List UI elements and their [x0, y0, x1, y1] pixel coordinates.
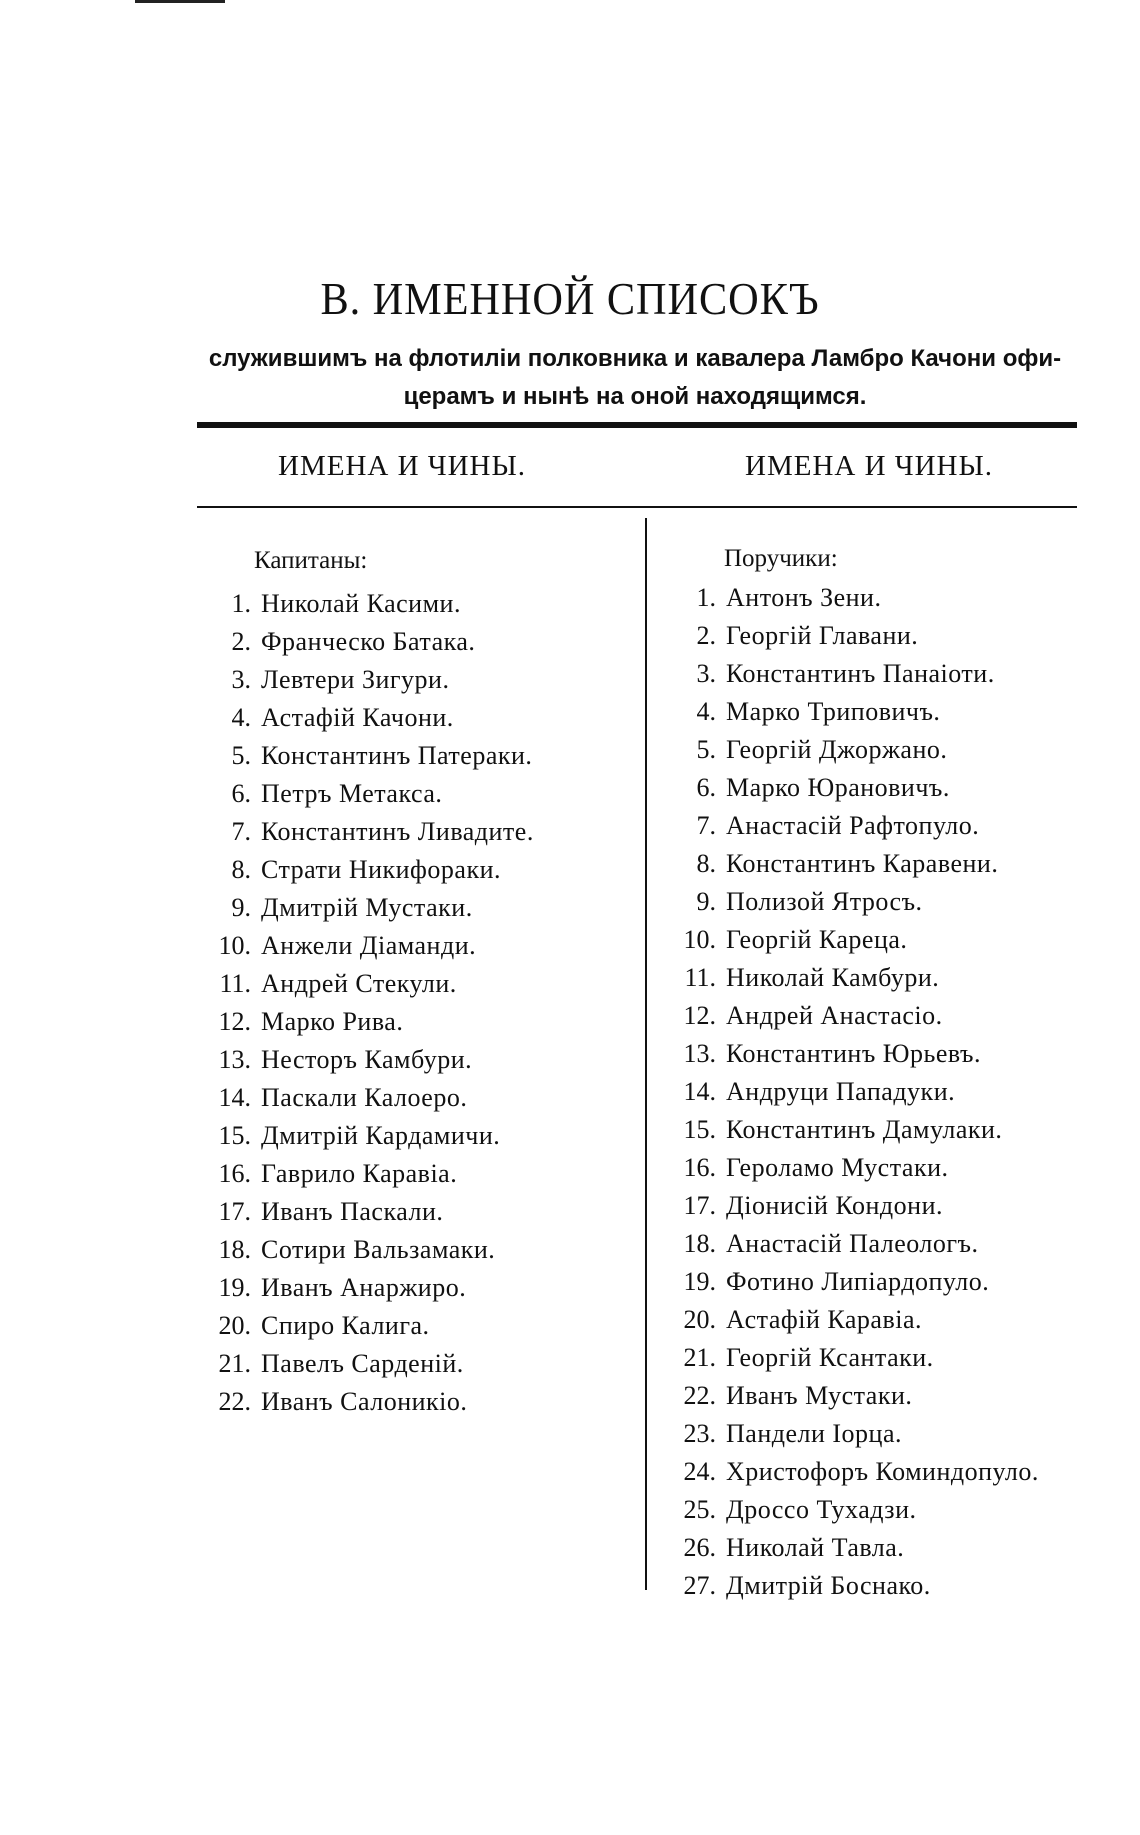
list-item — [660, 1529, 1039, 1567]
item-number: 7. — [231, 817, 251, 846]
subtitle-line-2: церамъ и нынѣ на оной находящимся. — [403, 383, 867, 410]
item-name: Франческо Батака. — [261, 627, 476, 656]
list-item — [660, 1149, 1039, 1187]
item-name: Георгій Кареца. — [726, 925, 908, 954]
item-number: 16. — [683, 1153, 716, 1182]
item-number: 21. — [683, 1343, 716, 1372]
list-item — [660, 769, 1039, 807]
column-separator — [645, 518, 647, 1590]
list-item — [660, 655, 1039, 693]
subtitle-line-1: служившимъ на флотиліи полковника и кавалера Ламбро Качони офи- — [208, 345, 1062, 372]
list-item — [660, 1187, 1039, 1225]
item-name: Павелъ Сарденій. — [261, 1349, 464, 1378]
page-title: B. ИМЕННОЙ СПИСОКЪ — [320, 273, 820, 324]
item-name: Діонисій Кондони. — [726, 1191, 943, 1220]
item-name: Фотино Липіардопуло. — [726, 1267, 990, 1296]
item-name: Паскали Калоеро. — [261, 1083, 468, 1112]
item-name: Андруци Пападуки. — [726, 1077, 956, 1106]
item-number: 4. — [231, 703, 251, 732]
item-number: 5. — [696, 735, 716, 764]
item-number: 8. — [231, 855, 251, 884]
item-name: Дмитрій Кардамичи. — [261, 1121, 501, 1150]
item-number: 19. — [218, 1273, 251, 1302]
item-name: Левтери Зигури. — [261, 665, 450, 694]
item-name: Константинъ Каравени. — [726, 849, 999, 878]
item-number: 1. — [231, 589, 251, 618]
item-number: 13. — [218, 1045, 251, 1074]
item-number: 2. — [231, 627, 251, 656]
list-item — [660, 845, 1039, 883]
item-number: 26. — [683, 1533, 716, 1562]
item-number: 15. — [218, 1121, 251, 1150]
item-name: Антонъ Зени. — [726, 583, 882, 612]
item-name: Героламо Мустаки. — [726, 1153, 949, 1182]
item-name: Астафій Каравіа. — [726, 1305, 922, 1334]
item-number: 5. — [231, 741, 251, 770]
item-name: Иванъ Мустаки. — [726, 1381, 913, 1410]
list-item — [660, 921, 1039, 959]
list-item — [195, 1003, 534, 1041]
item-name: Константинъ Ливадите. — [261, 817, 534, 846]
list-item — [195, 1079, 534, 1117]
list-item — [660, 617, 1039, 655]
list-item — [195, 1193, 534, 1231]
list-item — [195, 889, 534, 927]
item-number: 1. — [696, 583, 716, 612]
list-item — [195, 927, 534, 965]
item-number: 15. — [683, 1115, 716, 1144]
item-number: 14. — [218, 1083, 251, 1112]
item-number: 4. — [696, 697, 716, 726]
item-name: Спиро Калига. — [261, 1311, 430, 1340]
list-item — [660, 997, 1039, 1035]
item-number: 10. — [218, 931, 251, 960]
item-name: Дмитрій Мустаки. — [261, 893, 473, 922]
lieutenants-label: Поручики: — [724, 545, 838, 572]
item-name: Пандели Іорца. — [726, 1419, 902, 1448]
list-item — [660, 1453, 1039, 1491]
item-name: Сотири Вальзамаки. — [261, 1235, 496, 1264]
list-item — [195, 661, 534, 699]
item-number: 14. — [683, 1077, 716, 1106]
list-item — [195, 1345, 534, 1383]
list-item — [195, 737, 534, 775]
item-name: Дмитрій Боснако. — [726, 1571, 931, 1600]
list-item — [195, 1117, 534, 1155]
item-name: Константинъ Панаіоти. — [726, 659, 995, 688]
item-number: 8. — [696, 849, 716, 878]
item-name: Константинъ Дамулаки. — [726, 1115, 1003, 1144]
item-number: 22. — [683, 1381, 716, 1410]
left-column-header: ИМЕНА И ЧИНЫ. — [278, 450, 527, 482]
item-number: 17. — [683, 1191, 716, 1220]
item-name: Андрей Стекули. — [261, 969, 457, 998]
item-name: Иванъ Анаржиро. — [261, 1273, 467, 1302]
list-item — [195, 965, 534, 1003]
list-item — [195, 813, 534, 851]
right-column-header: ИМЕНА И ЧИНЫ. — [745, 450, 994, 482]
list-item — [660, 883, 1039, 921]
item-name: Константинъ Патераки. — [261, 741, 533, 770]
list-item — [660, 693, 1039, 731]
item-name: Николай Касими. — [261, 589, 461, 618]
item-name: Анжели Діаманди. — [261, 931, 477, 960]
list-item — [660, 1339, 1039, 1377]
item-number: 22. — [218, 1387, 251, 1416]
item-number: 21. — [218, 1349, 251, 1378]
list-item — [660, 959, 1039, 997]
list-item — [660, 1263, 1039, 1301]
item-number: 20. — [218, 1311, 251, 1340]
item-number: 18. — [683, 1229, 716, 1258]
item-number: 13. — [683, 1039, 716, 1068]
item-number: 12. — [218, 1007, 251, 1036]
item-number: 2. — [696, 621, 716, 650]
item-name: Константинъ Юрьевъ. — [726, 1039, 981, 1068]
item-number: 9. — [696, 887, 716, 916]
item-number: 11. — [684, 963, 716, 992]
top-rule — [135, 0, 225, 3]
item-name: Несторъ Камбури. — [261, 1045, 473, 1074]
list-item — [660, 1111, 1039, 1149]
list-item — [195, 1155, 534, 1193]
list-item — [195, 623, 534, 661]
list-item — [195, 1307, 534, 1345]
item-number: 19. — [683, 1267, 716, 1296]
captains-label: Капитаны: — [254, 547, 368, 574]
item-name: Андрей Анастасіо. — [726, 1001, 943, 1030]
item-name: Георгій Ксантаки. — [726, 1343, 934, 1372]
item-name: Анастасій Палеологъ. — [726, 1229, 979, 1258]
item-number: 6. — [231, 779, 251, 808]
item-number: 17. — [218, 1197, 251, 1226]
item-number: 18. — [218, 1235, 251, 1264]
item-name: Марко Юрановичъ. — [726, 773, 950, 802]
item-name: Астафій Качони. — [261, 703, 454, 732]
item-name: Полизой Ятросъ. — [726, 887, 923, 916]
list-item — [195, 851, 534, 889]
item-name: Георгій Джоржано. — [726, 735, 948, 764]
list-item — [660, 1073, 1039, 1111]
item-name: Марко Рива. — [261, 1007, 404, 1036]
list-item — [195, 699, 534, 737]
item-number: 7. — [696, 811, 716, 840]
list-item — [195, 1383, 534, 1421]
item-name: Дроссо Тухадзи. — [726, 1495, 917, 1524]
subtitle — [185, 340, 1085, 416]
list-item — [660, 1567, 1039, 1605]
item-name: Николай Тавла. — [726, 1533, 905, 1562]
item-name: Петръ Метакса. — [261, 779, 443, 808]
list-item — [660, 1491, 1039, 1529]
list-item — [660, 1035, 1039, 1073]
item-name: Иванъ Паскали. — [261, 1197, 444, 1226]
item-name: Христофоръ Коминдопуло. — [726, 1457, 1039, 1486]
list-item — [195, 1269, 534, 1307]
list-item — [660, 1415, 1039, 1453]
item-number: 23. — [683, 1419, 716, 1448]
list-item — [195, 1041, 534, 1079]
item-number: 12. — [683, 1001, 716, 1030]
thin-divider — [197, 506, 1077, 508]
item-name: Иванъ Салоникіо. — [261, 1387, 468, 1416]
item-name: Георгій Главани. — [726, 621, 919, 650]
list-item — [660, 579, 1039, 617]
item-name: Марко Триповичъ. — [726, 697, 941, 726]
list-item — [195, 1231, 534, 1269]
item-name: Николай Камбури. — [726, 963, 940, 992]
item-number: 25. — [683, 1495, 716, 1524]
list-item — [660, 807, 1039, 845]
item-number: 16. — [218, 1159, 251, 1188]
item-number: 24. — [683, 1457, 716, 1486]
list-item — [660, 1377, 1039, 1415]
list-item — [195, 775, 534, 813]
list-item — [660, 731, 1039, 769]
item-number: 11. — [219, 969, 251, 998]
item-number: 6. — [696, 773, 716, 802]
lieutenants-list — [660, 579, 1039, 1605]
item-name: Страти Никифораки. — [261, 855, 501, 884]
item-number: 9. — [231, 893, 251, 922]
item-number: 3. — [231, 665, 251, 694]
list-item — [195, 585, 534, 623]
item-number: 27. — [683, 1571, 716, 1600]
thick-divider — [197, 422, 1077, 428]
item-number: 20. — [683, 1305, 716, 1334]
item-name: Гаврило Каравіа. — [261, 1159, 458, 1188]
list-item — [660, 1225, 1039, 1263]
item-name: Анастасій Рафтопуло. — [726, 811, 980, 840]
item-number: 10. — [683, 925, 716, 954]
item-number: 3. — [696, 659, 716, 688]
captains-list — [195, 585, 534, 1421]
list-item — [660, 1301, 1039, 1339]
